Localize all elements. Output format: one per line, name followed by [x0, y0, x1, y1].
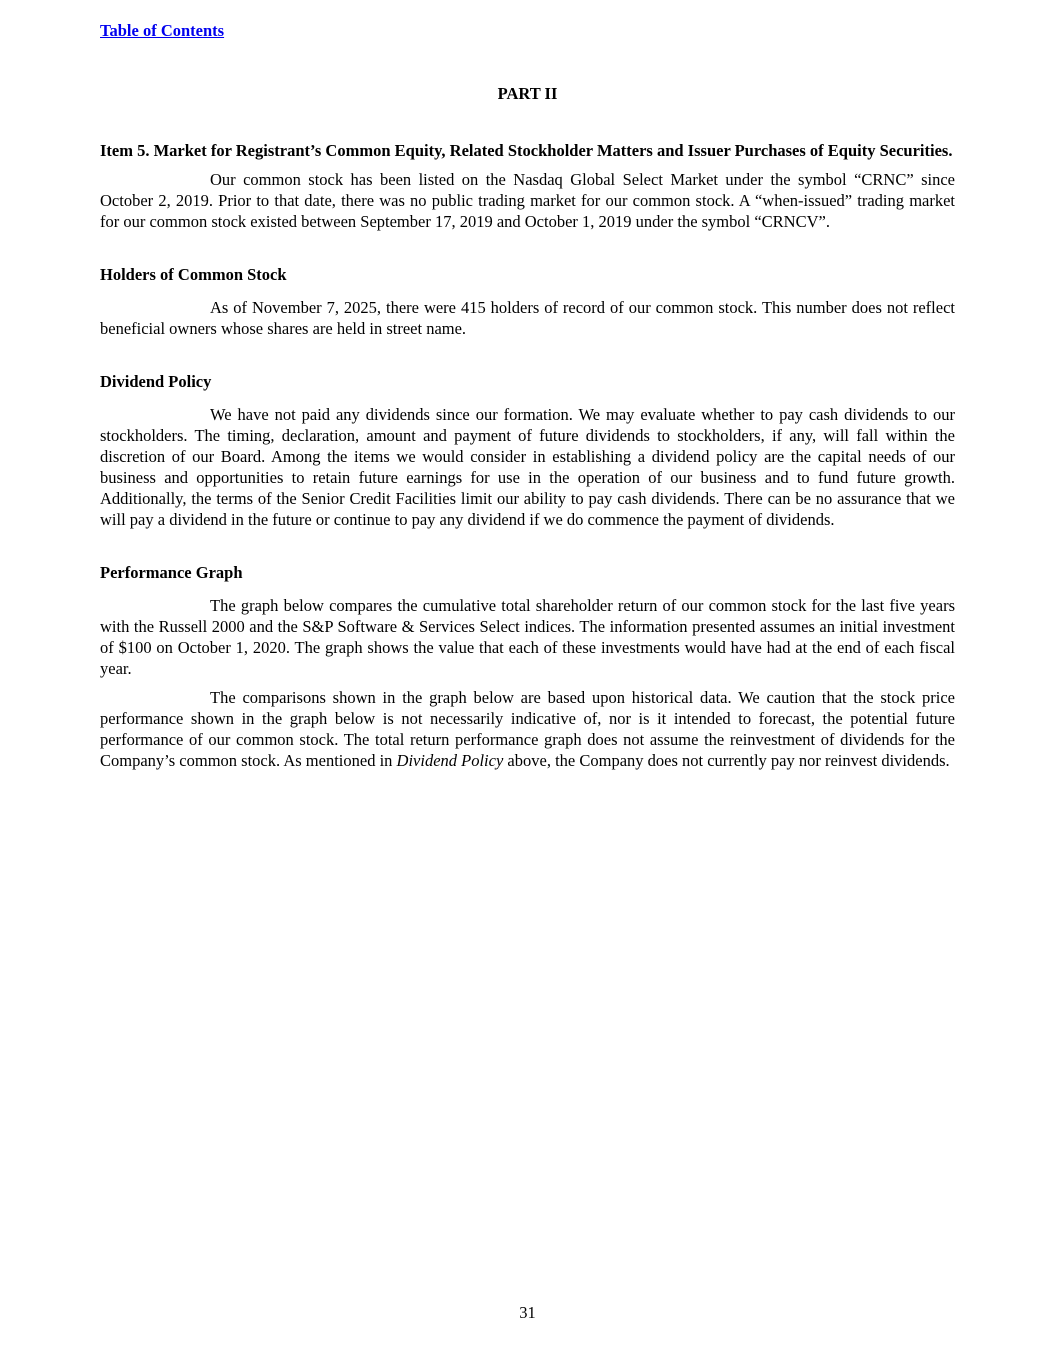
document-page	[100, 0, 955, 1345]
dividend-policy-italic-reference: Dividend Policy	[396, 751, 504, 770]
holders-of-common-stock-heading: Holders of Common Stock	[100, 265, 287, 284]
part-title: PART II	[497, 84, 558, 103]
dividend-policy-paragraph: We have not paid any dividends since our formation. We may evaluate whether to pay cash dividends to our stockholders. The timing, declaration, amount and payment of future dividends to stockholders, if any, will fall within the discretion of our Board. Among the items we would consider in establishing a dividend policy are the capital needs of our business and opportunities to retain future earnings for use in the operation of our business and to fund future growth. Additionally, the terms of the Senior Credit Facilities limit our ability to pay cash dividends. There can be no assurance that we will pay a dividend in the future or continue to pay any dividend if we do commence the payment of dividends.	[100, 405, 955, 529]
item5-heading: Item 5. Market for Registrant’s Common Equity, Related Stockholder Matters and Issuer Purchases of Equity Securities.	[100, 141, 953, 160]
table-of-contents-link[interactable]: Table of Contents	[100, 21, 225, 40]
dividend-policy-heading: Dividend Policy	[100, 372, 212, 391]
item5-paragraph: Our common stock has been listed on the Nasdaq Global Select Market under the symbol “CRNC” since October 2, 2019. Prior to that date, there was no public trading market for our common stock. A “when-issued” trading market for our common stock existed between September 17, 2019 and October 1, 2019 under the symbol “CRNCV”.	[100, 170, 955, 231]
performance-graph-paragraph-1: The graph below compares the cumulative total shareholder return of our common stock for the last five years with the Russell 2000 and the S&P Software & Services Select indices. The information presented assumes an initial investment of $100 on October 1, 2020. The graph shows the value that each of these investments would have had at the end of each fiscal year.	[100, 596, 955, 678]
performance-paragraph-2-text-end: above, the Company does not currently pay nor reinvest dividends.	[503, 751, 950, 770]
performance-paragraph-2-text-start: The comparisons shown in the graph below are based upon historical data. We caution that the stock price performance shown in the graph below is not necessarily indicative of, nor is it intended to forecast, the potential future performance of our common stock. The total return performance graph does not assume the reinvestment of dividends for the Company’s common stock. As mentioned in	[100, 688, 955, 770]
page-number: 31	[519, 1303, 536, 1322]
holders-paragraph: As of November 7, 2025, there were 415 holders of record of our common stock. This number does not reflect beneficial owners whose shares are held in street name.	[100, 298, 955, 338]
performance-graph-heading: Performance Graph	[100, 563, 243, 582]
performance-graph-paragraph-2	[100, 687, 955, 771]
